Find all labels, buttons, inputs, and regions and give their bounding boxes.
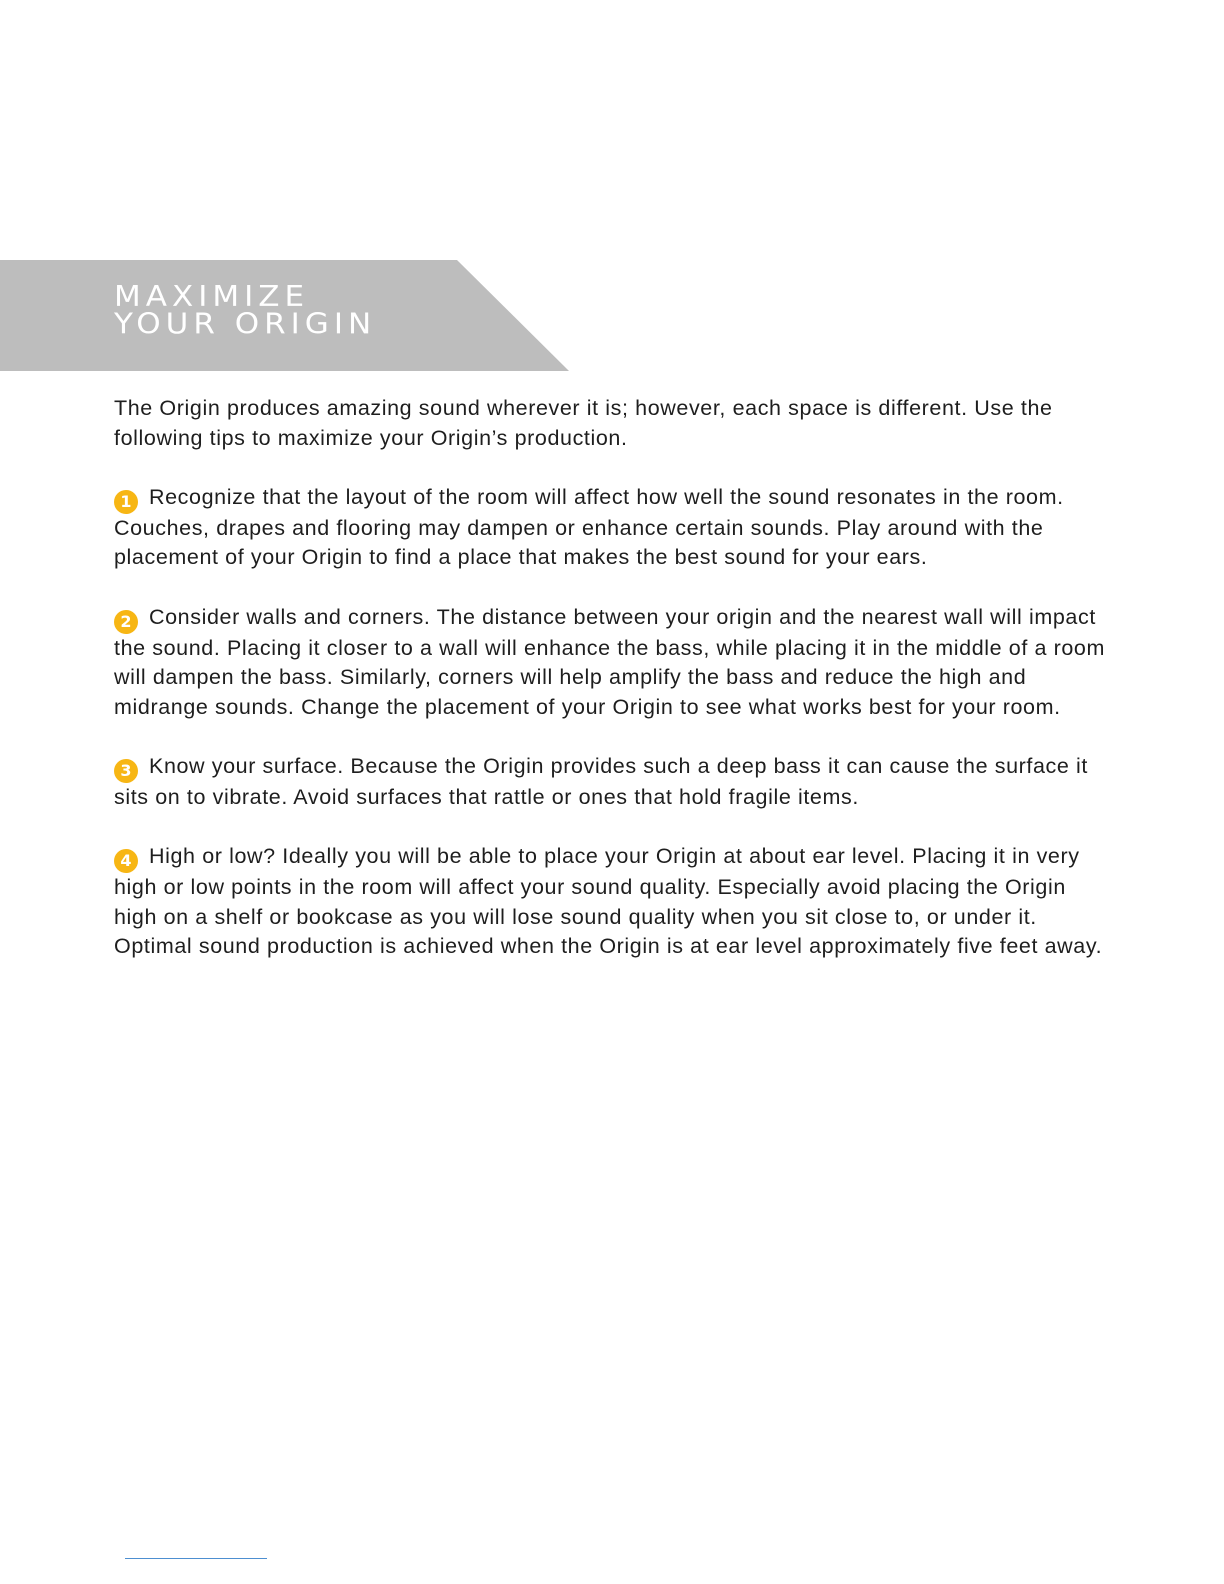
tip-item-4 bbox=[114, 842, 1114, 962]
tip-text-1: Recognize that the layout of the room will affect how well the sound resonates in the room. Couches, drapes and flooring may dampen or enhance certain sounds. Play around with the placement of your Origin to find a place that makes the best sound for your ears. bbox=[114, 484, 1064, 570]
main-content bbox=[114, 394, 1114, 992]
page-title bbox=[114, 280, 377, 341]
intro-paragraph: The Origin produces amazing sound wherever it is; however, each space is different. Use the following tips to maximize your Origin’s production. bbox=[114, 396, 1053, 450]
tip-text-3: Know your surface. Because the Origin provides such a deep bass it can cause the surface it sits on to vibrate. Avoid surfaces that rattle or ones that hold fragile items. bbox=[114, 753, 1088, 809]
tip-text-4: High or low? Ideally you will be able to place your Origin at about ear level. Placing it in very high or low points in the room will affect your sound quality. Especially avoid placing the Origin high on a shelf or bookcase as you will lose sound quality when you sit close to, or under it. Optimal sound production is achieved when the Origin is at ear level approximately five feet away. bbox=[114, 844, 1103, 959]
page-title-line-1: MAXIMIZE bbox=[114, 280, 310, 314]
number-two-icon: 2 bbox=[114, 610, 138, 634]
footer-divider bbox=[125, 1558, 267, 1559]
number-four-icon: 4 bbox=[114, 849, 138, 873]
tip-item-2 bbox=[114, 603, 1114, 723]
tip-item-3 bbox=[114, 752, 1114, 813]
number-one-icon: 1 bbox=[114, 490, 138, 514]
page-title-line-2: YOUR ORIGIN bbox=[114, 307, 377, 341]
tip-text-2: Consider walls and corners. The distance between your origin and the nearest wall will impact the sound. Placing it closer to a wall will enhance the bass, while placing it in the middle of a room will dampen the bass. Similarly, corners will help amplify the bass and reduce the high and midrange sounds. Change the placement of your Origin to see what works best for your room. bbox=[114, 604, 1105, 719]
number-three-icon: 3 bbox=[114, 759, 138, 783]
tip-item-1 bbox=[114, 483, 1114, 573]
